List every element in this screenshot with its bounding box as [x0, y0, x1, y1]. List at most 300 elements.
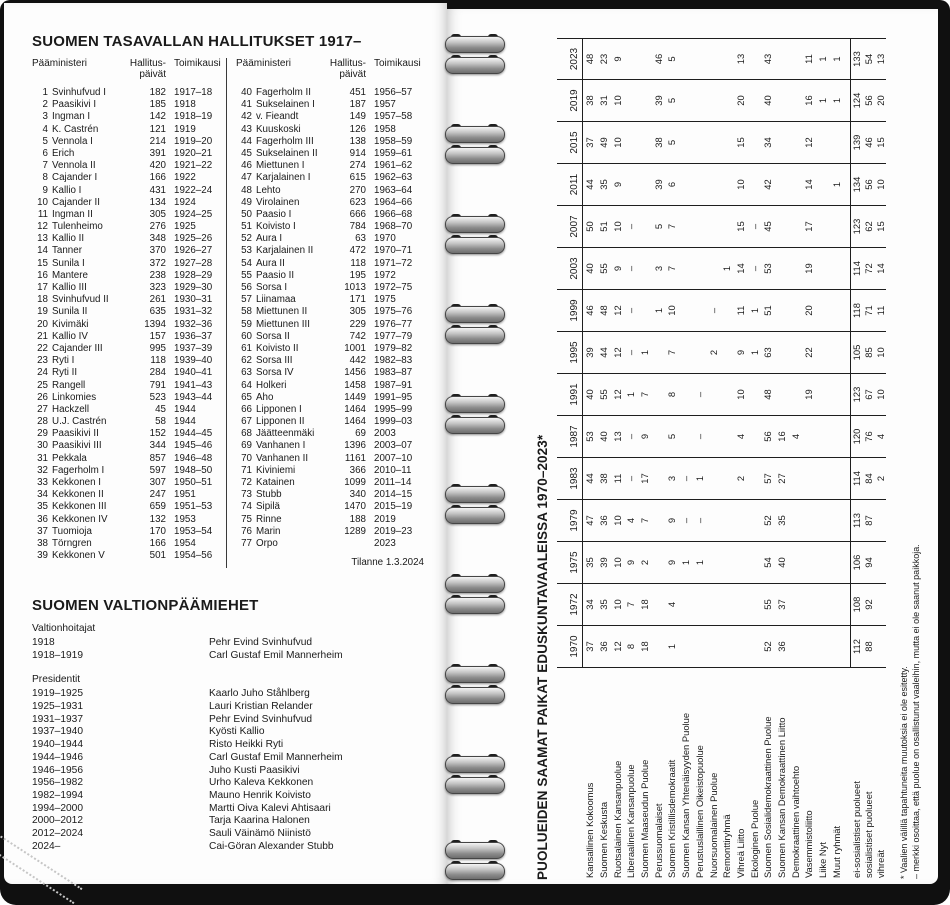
- regent-term: 1918: [32, 637, 55, 648]
- header-pm: Pääministeri: [236, 58, 292, 69]
- seat-cell: [706, 584, 720, 626]
- seat-cell: –: [693, 500, 707, 542]
- seat-cell: [734, 500, 748, 542]
- government-days: 666: [349, 208, 366, 220]
- seat-cell: [706, 542, 720, 584]
- seat-cell: [693, 248, 707, 290]
- seat-cell: [638, 248, 652, 290]
- seat-cell: [720, 584, 734, 626]
- government-number: 19: [37, 306, 48, 318]
- government-days: 501: [149, 550, 166, 562]
- government-number: 48: [241, 184, 252, 196]
- prime-minister-name: Kekkonen II: [52, 489, 104, 501]
- government-number: 46: [241, 160, 252, 172]
- seat-cell: [802, 500, 816, 542]
- seat-cell: 51: [597, 206, 611, 248]
- seat-cell: [720, 416, 734, 458]
- government-days: 149: [349, 111, 366, 123]
- government-row: [236, 526, 426, 538]
- president-name: Kaarlo Juho Ståhlberg: [209, 688, 310, 700]
- seat-cell: 67: [863, 374, 875, 416]
- seat-cell: 4: [734, 416, 748, 458]
- prime-minister-name: Paasikivi I: [52, 99, 97, 111]
- seat-cell: 46: [651, 38, 665, 80]
- year-header-cell: 1983: [557, 458, 583, 500]
- president-name: Kyösti Kallio: [209, 726, 265, 738]
- government-term: 1957–58: [374, 111, 413, 123]
- party-row: [788, 38, 802, 880]
- government-term: 1929–30: [174, 282, 213, 293]
- government-row: [236, 453, 426, 465]
- government-term: 1975: [374, 294, 396, 306]
- separator-cell: [843, 80, 851, 122]
- seat-cell: 40: [583, 374, 597, 416]
- seat-cell: [693, 584, 707, 626]
- government-term: 2007–10: [374, 452, 413, 464]
- government-number: 74: [241, 501, 252, 513]
- government-term: 1958: [374, 123, 396, 135]
- seat-cell: 1: [747, 332, 761, 374]
- seat-cell: –: [624, 290, 638, 332]
- separator-cell: [843, 38, 851, 80]
- seat-cell: 123: [851, 206, 863, 248]
- government-term: 1945–46: [174, 440, 213, 452]
- separator-cell: [843, 626, 851, 668]
- government-row: [236, 87, 426, 99]
- government-days: 195: [349, 269, 366, 281]
- government-row: [236, 197, 426, 209]
- government-term: 1922–24: [174, 184, 213, 196]
- prime-minister-name: Pekkala: [52, 452, 87, 464]
- seat-cell: 34: [583, 584, 597, 626]
- seat-cell: [651, 458, 665, 500]
- party-name: Liberaalinen Kansanpuolue: [625, 764, 637, 878]
- government-days: 1394: [144, 318, 166, 330]
- government-number: 75: [241, 513, 252, 525]
- seat-cell: [788, 374, 802, 416]
- seat-cell: 16: [802, 80, 816, 122]
- seat-cell: [734, 584, 748, 626]
- seat-cell: [638, 206, 652, 248]
- seat-cell: 7: [665, 206, 679, 248]
- seat-cell: 8: [624, 626, 638, 668]
- president-row: [32, 777, 426, 790]
- government-term: 1944: [174, 416, 196, 428]
- government-days: 171: [349, 294, 366, 306]
- seat-cell: 134: [851, 164, 863, 206]
- prime-minister-name: Miettunen III: [256, 318, 310, 330]
- seat-cell: 9: [734, 332, 748, 374]
- year-header-cell: 2015: [557, 122, 583, 164]
- seat-cell: 53: [761, 248, 775, 290]
- seat-cell: 1: [829, 80, 843, 122]
- government-number: 61: [241, 342, 252, 354]
- seat-cell: 2: [874, 458, 886, 500]
- president-term: 1925–1931: [32, 701, 83, 713]
- year-header-cell: 1987: [557, 416, 583, 458]
- seat-cell: 19: [802, 374, 816, 416]
- president-term: 2024–: [32, 840, 61, 852]
- president-row: [32, 803, 426, 816]
- seat-cell: [651, 584, 665, 626]
- party-name: Liike Nyt: [817, 842, 829, 878]
- seat-cell: 36: [597, 500, 611, 542]
- prime-minister-name: Koivisto II: [256, 342, 299, 354]
- party-row: [706, 38, 720, 880]
- government-number: 52: [241, 233, 252, 245]
- seat-cell: 54: [863, 38, 875, 80]
- government-number: 35: [37, 501, 48, 513]
- government-number: 76: [241, 525, 252, 537]
- seat-cell: 2: [706, 332, 720, 374]
- prime-minister-name: Lipponen I: [256, 403, 302, 415]
- seat-cell: 54: [761, 542, 775, 584]
- government-number: 14: [37, 245, 48, 257]
- prime-minister-name: Karjalainen II: [256, 245, 314, 257]
- government-days: 307: [149, 477, 166, 488]
- government-days: 45: [155, 403, 166, 415]
- seat-cell: [829, 122, 843, 164]
- seat-cell: –: [747, 206, 761, 248]
- seat-cell: –: [747, 248, 761, 290]
- seat-cell: 46: [863, 122, 875, 164]
- government-number: 73: [241, 489, 252, 501]
- government-term: 1950–51: [174, 477, 213, 488]
- government-days: 134: [149, 196, 166, 208]
- prime-minister-name: Lehto: [256, 184, 281, 196]
- seat-cell: [775, 206, 789, 248]
- seat-cell: [706, 122, 720, 164]
- government-term: 1991–95: [374, 391, 413, 403]
- government-days: 132: [149, 513, 166, 525]
- binder-ring: [445, 597, 505, 614]
- seat-cell: 2: [734, 458, 748, 500]
- government-number: 27: [37, 403, 48, 415]
- government-number: 67: [241, 416, 252, 428]
- government-days: 914: [349, 147, 366, 159]
- government-row: [236, 538, 426, 550]
- binder-ring: [445, 576, 505, 593]
- seat-cell: 4: [874, 416, 886, 458]
- government-days: 69: [355, 428, 366, 440]
- binder-ring: [445, 327, 505, 344]
- prime-minister-name: Miettunen II: [256, 306, 308, 318]
- seat-cell: 85: [863, 332, 875, 374]
- seat-cell: [734, 626, 748, 668]
- prime-minister-name: Kiviniemi: [256, 464, 296, 476]
- seat-cell: 7: [638, 374, 652, 416]
- government-number: 64: [241, 379, 252, 391]
- binder-ring: [445, 842, 505, 859]
- seat-cell: [788, 122, 802, 164]
- prime-minister-name: Lipponen II: [256, 416, 305, 428]
- president-term: 1931–1937: [32, 713, 83, 725]
- president-row: [32, 688, 426, 701]
- president-name: Sauli Väinämö Niinistö: [209, 827, 311, 839]
- heads-of-state-section: [32, 597, 426, 853]
- seat-cell: 42: [761, 164, 775, 206]
- seat-cell: [747, 164, 761, 206]
- seat-cell: 9: [638, 416, 652, 458]
- governments-header: [236, 58, 426, 80]
- government-row: [236, 355, 426, 367]
- government-number: 51: [241, 221, 252, 233]
- seat-cell: 105: [851, 332, 863, 374]
- binder-ring: [445, 666, 505, 683]
- government-number: 62: [241, 355, 252, 367]
- governments-title: SUOMEN TASAVALLAN HALLITUKSET 1917–: [32, 33, 362, 50]
- seat-cell: [693, 206, 707, 248]
- government-row: [32, 550, 226, 562]
- seat-cell: [788, 500, 802, 542]
- government-term: 1983–87: [374, 367, 413, 379]
- seat-cell: [679, 206, 693, 248]
- seat-cell: 10: [610, 542, 624, 584]
- prime-minister-name: Fagerholm III: [256, 135, 314, 147]
- seat-cell: 1: [624, 374, 638, 416]
- seat-cell: 10: [665, 290, 679, 332]
- seat-cell: 38: [583, 80, 597, 122]
- seat-cell: 37: [583, 626, 597, 668]
- government-days: 274: [349, 160, 366, 172]
- seat-cell: 37: [775, 584, 789, 626]
- government-number: 34: [37, 489, 48, 501]
- seat-cell: 15: [874, 122, 886, 164]
- government-row: [236, 245, 426, 257]
- header-term: Toimikausi: [174, 58, 221, 69]
- government-days: 420: [149, 160, 166, 172]
- seat-cell: 10: [610, 500, 624, 542]
- seat-cell: 133: [851, 38, 863, 80]
- government-days: 391: [149, 147, 166, 159]
- government-days: 247: [149, 489, 166, 501]
- government-days: 126: [349, 123, 366, 135]
- party-row: [583, 38, 597, 880]
- government-row: [32, 233, 226, 245]
- government-number: 45: [241, 147, 252, 159]
- seat-cell: 39: [597, 542, 611, 584]
- government-number: 39: [37, 550, 48, 562]
- seat-cell: 31: [597, 80, 611, 122]
- government-number: 17: [37, 282, 48, 293]
- seat-cell: [679, 164, 693, 206]
- government-row: [32, 440, 226, 452]
- government-days: 348: [149, 233, 166, 245]
- seat-cell: 124: [851, 80, 863, 122]
- party-name: Ekologinen Puolue: [748, 799, 760, 878]
- government-term: 1920–21: [174, 147, 213, 159]
- seat-cell: [747, 500, 761, 542]
- header-days: Hallitus- päivät: [329, 58, 366, 80]
- government-row: [236, 160, 426, 172]
- seat-cell: [679, 374, 693, 416]
- government-term: 1962–63: [374, 172, 413, 184]
- seat-cell: [706, 374, 720, 416]
- government-term: 1951: [174, 489, 196, 501]
- seat-cell: 5: [665, 122, 679, 164]
- government-term: 1961–62: [374, 160, 413, 172]
- prime-minister-name: Miettunen I: [256, 160, 305, 172]
- seat-cell: [679, 80, 693, 122]
- seat-cell: [706, 248, 720, 290]
- seat-cell: 1: [816, 80, 830, 122]
- party-row: [597, 38, 611, 880]
- government-days: 523: [149, 391, 166, 403]
- government-number: 72: [241, 477, 252, 488]
- president-name: Tarja Kaarina Halonen: [209, 815, 310, 827]
- government-term: 1958–59: [374, 135, 413, 147]
- seat-cell: 12: [610, 290, 624, 332]
- government-row: [236, 501, 426, 513]
- government-term: 1918–19: [174, 111, 213, 123]
- government-number: 32: [37, 464, 48, 476]
- year-header-cell: 2011: [557, 164, 583, 206]
- party-row: [638, 38, 652, 880]
- seat-cell: [679, 584, 693, 626]
- seat-cell: –: [679, 458, 693, 500]
- government-number: 23: [37, 355, 48, 367]
- government-number: 4: [42, 123, 48, 135]
- prime-minister-name: Kallio III: [52, 282, 87, 293]
- president-term: 1940–1944: [32, 739, 83, 751]
- government-row: [236, 99, 426, 111]
- party-row: [720, 38, 734, 880]
- prime-minister-name: Aho: [256, 391, 274, 403]
- seat-cell: [829, 332, 843, 374]
- seat-cell: 17: [638, 458, 652, 500]
- government-number: 15: [37, 257, 48, 269]
- government-number: 33: [37, 477, 48, 488]
- separator-cell: [843, 122, 851, 164]
- seat-cell: [693, 80, 707, 122]
- president-name: Cai-Göran Alexander Stubb: [209, 840, 334, 852]
- government-term: 1941–43: [174, 379, 213, 391]
- seat-cell: 12: [802, 122, 816, 164]
- seat-cell: [720, 332, 734, 374]
- government-term: 1970–71: [374, 245, 413, 257]
- government-number: 24: [37, 367, 48, 379]
- government-row: [32, 172, 226, 184]
- government-row: [236, 465, 426, 477]
- seat-cell: 40: [775, 542, 789, 584]
- seat-cell: [679, 416, 693, 458]
- year-header-cell: 1975: [557, 542, 583, 584]
- prime-minister-name: Kallio II: [52, 233, 85, 245]
- seat-cell: –: [693, 416, 707, 458]
- seat-cell: 112: [851, 626, 863, 668]
- seat-cell: [693, 122, 707, 164]
- party-name: Suomen Kansan Demokraattinen Liitto: [775, 717, 787, 878]
- seat-cell: 13: [734, 38, 748, 80]
- government-row: [32, 294, 226, 306]
- government-row: [236, 380, 426, 392]
- seat-cell: [720, 458, 734, 500]
- seat-cell: 56: [863, 164, 875, 206]
- prime-minister-name: Cajander I: [52, 172, 98, 184]
- government-term: 1959–61: [374, 147, 413, 159]
- prime-minister-name: Sorsa I: [256, 282, 288, 293]
- separator-cell: [843, 584, 851, 626]
- government-term: 1995–99: [374, 403, 413, 415]
- seat-cell: [624, 164, 638, 206]
- seat-cell: 1: [747, 290, 761, 332]
- seat-cell: 55: [597, 248, 611, 290]
- regent-name: Pehr Evind Svinhufvud: [209, 637, 313, 648]
- president-name: Martti Oiva Kalevi Ahtisaari: [209, 802, 331, 814]
- seat-cell: [802, 584, 816, 626]
- prime-minister-name: Vanhanen I: [256, 440, 306, 452]
- binder-ring: [445, 486, 505, 503]
- seat-cell: [638, 80, 652, 122]
- government-row: [32, 160, 226, 172]
- seat-cell: 106: [851, 542, 863, 584]
- government-row: [236, 331, 426, 343]
- seat-cell: 12: [610, 626, 624, 668]
- seat-cell: [720, 80, 734, 122]
- seat-cell: 23: [597, 38, 611, 80]
- party-row: [816, 38, 830, 880]
- header-pm: Pääministeri: [32, 58, 88, 69]
- seat-cell: [775, 248, 789, 290]
- seat-cell: [747, 122, 761, 164]
- governments-column-1: [32, 58, 226, 568]
- government-days: 305: [149, 208, 166, 220]
- government-days: 1099: [344, 477, 366, 488]
- prime-minister-name: Tuomioja: [52, 525, 92, 537]
- government-term: 1956–57: [374, 87, 413, 98]
- government-row: [236, 148, 426, 160]
- government-number: 69: [241, 440, 252, 452]
- government-row: [236, 185, 426, 197]
- separator-cell: [843, 290, 851, 332]
- government-row: [236, 489, 426, 501]
- government-row: [32, 197, 226, 209]
- seat-cell: [788, 164, 802, 206]
- status-note: Tilanne 1.3.2024: [351, 557, 424, 569]
- seat-cell: 44: [583, 458, 597, 500]
- seat-cell: 10: [874, 374, 886, 416]
- government-row: [32, 477, 226, 489]
- government-number: 49: [241, 196, 252, 208]
- government-term: 1928–29: [174, 269, 213, 281]
- seat-cell: 51: [761, 290, 775, 332]
- president-term: 2000–2012: [32, 815, 83, 827]
- government-number: 65: [241, 391, 252, 403]
- president-row: [32, 841, 426, 854]
- prime-minister-name: Paasikivi II: [52, 428, 99, 440]
- government-days: 791: [149, 379, 166, 391]
- president-row: [32, 726, 426, 739]
- president-term: 1946–1956: [32, 764, 83, 776]
- seat-cell: [720, 500, 734, 542]
- seat-cell: 18: [638, 584, 652, 626]
- seat-cell: 15: [734, 206, 748, 248]
- seat-cell: 62: [863, 206, 875, 248]
- seat-cell: 2: [638, 542, 652, 584]
- government-days: 442: [349, 355, 366, 367]
- seat-cell: 9: [665, 542, 679, 584]
- government-row: [32, 501, 226, 513]
- party-row: [610, 38, 624, 880]
- year-header-cell: 1991: [557, 374, 583, 416]
- regent-name: Carl Gustaf Emil Mannerheim: [209, 649, 343, 661]
- seat-cell: [624, 38, 638, 80]
- president-row: [32, 752, 426, 765]
- prime-minister-name: Liinamaa: [256, 294, 296, 306]
- government-number: 40: [241, 87, 252, 98]
- government-term: 1926–27: [174, 245, 213, 257]
- government-number: 54: [241, 257, 252, 269]
